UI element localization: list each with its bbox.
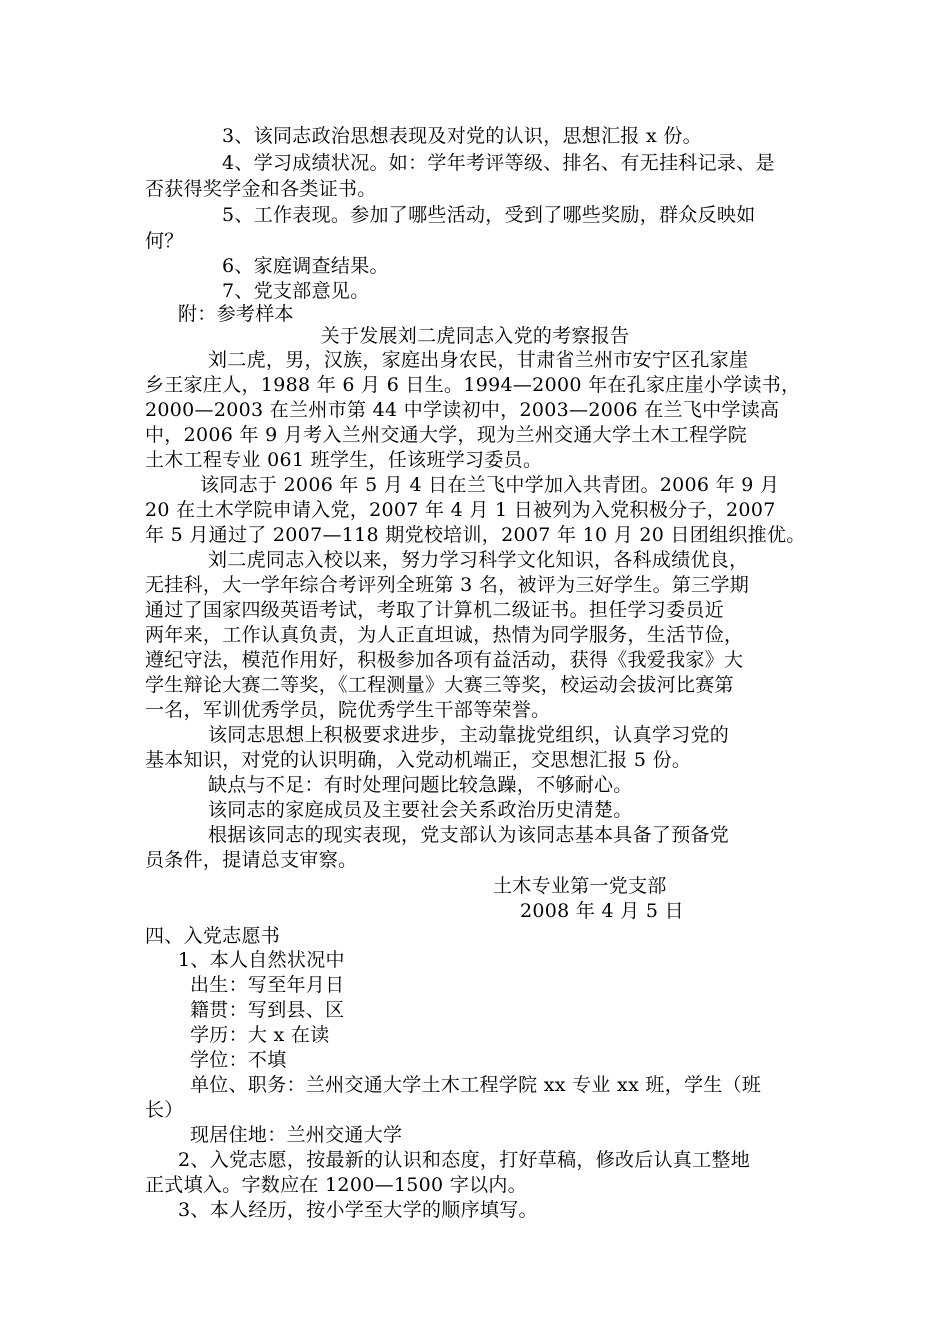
text-line: 现居住地：兰州交通大学 — [190, 1124, 403, 1146]
text-line: 中，2006 年 9 月考入兰州交通大学，现为兰州交通大学土木工程学院 — [145, 424, 748, 446]
text-line: 3、该同志政治思想表现及对党的认识，思想汇报 x 份。 — [222, 125, 702, 147]
text-line: 附：参考样本 — [178, 303, 294, 325]
text-line: 学历：大 x 在读 — [190, 1024, 330, 1046]
text-line: 年 5 月通过了 2007—118 期党校培训，2007 年 10 月 20 日团组织推优。 — [145, 524, 806, 546]
text-line: 5、工作表现。参加了哪些活动，受到了哪些奖励，群众反映如 — [222, 204, 756, 226]
text-line: 该同志的家庭成员及主要社会关系政治历史清楚。 — [208, 799, 633, 821]
text-line: 刘二虎同志入校以来，努力学习科学文化知识，各科成绩优良， — [208, 549, 749, 571]
text-line: 员条件，提请总支审察。 — [145, 849, 358, 871]
text-line: 遵纪守法，模范作用好，积极参加各项有益活动，获得《我爱我家》大 — [145, 649, 744, 671]
text-line: 20 在土木学院申请入党，2007 年 4 月 1 日被列为入党积极分子，2007 — [145, 499, 776, 521]
text-line: 该同志思想上积极要求进步，主动靠拢党组织，认真学习党的 — [208, 724, 730, 746]
text-line: 土木工程专业 061 班学生，任该班学习委员。 — [145, 449, 543, 471]
text-line: 基本知识，对党的认识明确，入党动机端正，交思想汇报 5 份。 — [145, 749, 692, 771]
text-line: 2000—2003 在兰州市第 44 中学读初中，2003—2006 在兰飞中学读高 — [145, 399, 780, 421]
text-line: 正式填入。字数应在 1200—1500 字以内。 — [145, 1174, 527, 1196]
text-line: 无挂科，大一学年综合考评列全班第 3 名，被评为三好学生。第三学期 — [145, 574, 750, 596]
section-heading: 四、入党志愿书 — [145, 925, 281, 947]
text-line: 根据该同志的现实表现，党支部认为该同志基本具备了预备党 — [208, 824, 730, 846]
text-line: 出生：写至年月日 — [190, 974, 345, 996]
signature-org: 土木专业第一党支部 — [493, 875, 667, 897]
text-line: 4、学习成绩状况。如：学年考评等级、排名、有无挂科记录、是 — [222, 152, 775, 174]
text-line: 7、党支部意见。 — [222, 280, 370, 302]
text-line: 何？ — [145, 230, 184, 252]
text-line: 籍贯：写到县、区 — [190, 999, 345, 1021]
report-title: 关于发展刘二虎同志入党的考察报告 — [320, 325, 630, 347]
text-line: 乡王家庄人，1988 年 6 月 6 日生。1994—2000 年在孔家庄崖小学读书， — [145, 374, 801, 396]
text-line: 6、家庭调查结果。 — [222, 255, 389, 277]
text-line: 3、本人经历，按小学至大学的顺序填写。 — [178, 1199, 538, 1221]
text-line: 长） — [145, 1099, 184, 1121]
text-line: 刘二虎，男，汉族，家庭出身农民，甘肃省兰州市安宁区孔家崖 — [208, 349, 749, 371]
text-line: 否获得奖学金和各类证书。 — [145, 178, 377, 200]
text-line: 两年来，工作认真负责，为人正直坦诚，热情为同学服务，生活节俭， — [145, 624, 744, 646]
text-line: 通过了国家四级英语考试，考取了计算机二级证书。担任学习委员近 — [145, 599, 725, 621]
text-line: 该同志于 2006 年 5 月 4 日在兰飞中学加入共青团。2006 年 9 月 — [200, 474, 780, 496]
text-line: 单位、职务：兰州交通大学土木工程学院 xx 专业 xx 班，学生（班 — [190, 1074, 762, 1096]
signature-date: 2008 年 4 月 5 日 — [520, 900, 684, 922]
text-line: 缺点与不足：有时处理问题比较急躁，不够耐心。 — [208, 774, 633, 796]
text-line: 学位：不填 — [190, 1049, 287, 1071]
text-line: 一名，军训优秀学员，院优秀学生干部等荣誉。 — [145, 699, 551, 721]
text-line: 2、入党志愿，按最新的认识和态度，打好草稿，修改后认真工整地 — [178, 1149, 751, 1171]
text-line: 学生辩论大赛二等奖，《工程测量》大赛三等奖，校运动会拔河比赛第 — [145, 674, 734, 696]
text-line: 1、本人自然状况中 — [178, 949, 345, 971]
